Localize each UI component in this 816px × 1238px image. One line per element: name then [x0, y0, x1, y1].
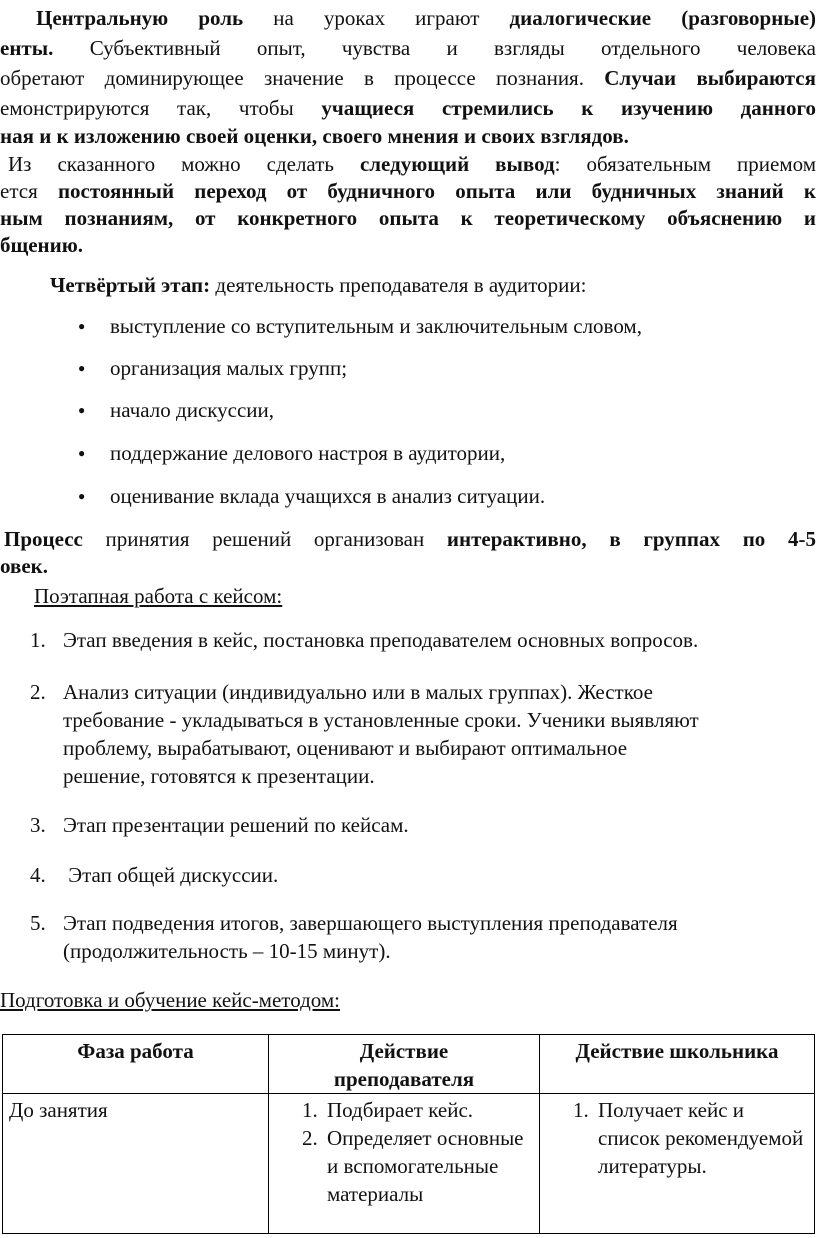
table-header-row — [3, 1035, 815, 1094]
bullet-icon: ● — [78, 403, 86, 417]
bullet-item: ● выступление со вступительным и заключительным словом, — [0, 311, 816, 341]
table-cell-phase: До занятия — [3, 1094, 269, 1234]
step-item: 3. Этап презентации решений по кейсам. — [30, 813, 409, 837]
paragraph-1-line-4: емонстрируются так, чтобы учащиеся стремились к изучению данного — [0, 96, 816, 120]
paragraph-2-line-1: Из сказанного можно сделать следующий вывод: обязательным приемом — [8, 152, 816, 176]
list-item: 2. Определяет основные и вспомогательные материалы — [323, 1124, 533, 1208]
paragraph-1-line-3: обретают доминирующее значение в процессе познания. Случаи выбираются — [0, 66, 816, 90]
paragraph-2-line-3: ным познаниям, от конкретного опыта к теоретическому объяснению и — [0, 206, 816, 230]
table-cell-teacher — [269, 1094, 540, 1234]
step-item: 5. Этап подведения итогов, завершающего выступления преподавателя — [30, 911, 678, 935]
paragraph-1-line-5: ная и к изложению своей оценки, своего мнения и своих взглядов. — [0, 124, 629, 148]
case-method-table — [2, 1034, 815, 1234]
table-header-cell: Действие школьника — [540, 1035, 815, 1094]
step-item-continuation: проблему, вырабатывают, оценивают и выбирают оптимальное — [63, 736, 628, 760]
table-header-cell: Фаза работа — [3, 1035, 269, 1094]
table-row — [3, 1094, 815, 1234]
process-line-2: овек. — [0, 554, 48, 578]
stage-4-heading: Четвёртый этап: деятельность преподавателя в аудитории: — [50, 273, 587, 297]
table-header-cell: Действие преподавателя — [269, 1035, 540, 1094]
step-item: 2. Анализ ситуации (индивидуально или в малых группах). Жесткое — [30, 680, 653, 704]
bullet-item: ● оценивание вклада учащихся в анализ ситуации. — [0, 481, 816, 511]
process-line-1: Процесс принятия решений организован интерактивно, в группах по 4-5 — [4, 527, 816, 551]
list-item: 1. Получает кейс и список рекомендуемой литературы. — [594, 1096, 808, 1180]
steps-heading: Поэтапная работа с кейсом: — [34, 584, 283, 608]
paragraph-1-line-1: Центральную роль на уроках играют диалогические (разговорные) — [36, 6, 816, 30]
bullet-item: ● поддержание делового настроя в аудитории, — [0, 438, 816, 468]
bullet-icon: ● — [78, 446, 86, 460]
bullet-icon: ● — [78, 319, 86, 333]
paragraph-2-line-4: бщению. — [0, 233, 84, 257]
table-cell-student — [540, 1094, 815, 1234]
bullet-icon: ● — [78, 361, 86, 375]
step-item: 1. Этап введения в кейс, постановка преподавателем основных вопросов. — [30, 628, 699, 652]
paragraph-1-line-2: енты. Субъективный опыт, чувства и взгляды отдельного человека — [0, 36, 816, 60]
bullet-icon: ● — [78, 489, 86, 503]
step-item-continuation: решение, готовятся к презентации. — [63, 764, 375, 788]
list-item: 1. Подбирает кейс. — [323, 1096, 533, 1124]
step-item: 4. Этап общей дискуссии. — [30, 863, 279, 887]
bullet-item: ● начало дискуссии, — [0, 395, 816, 425]
bullet-item: ● организация малых групп; — [0, 353, 816, 383]
paragraph-2-line-2: ется постоянный переход от будничного опыта или будничных знаний к — [0, 179, 816, 203]
step-item-continuation: (продолжительность – 10-15 минут). — [63, 939, 391, 963]
table-heading: Подготовка и обучение кейс-методом: — [0, 988, 340, 1012]
step-item-continuation: требование - укладываться в установленные сроки. Ученики выявляют — [63, 708, 699, 732]
